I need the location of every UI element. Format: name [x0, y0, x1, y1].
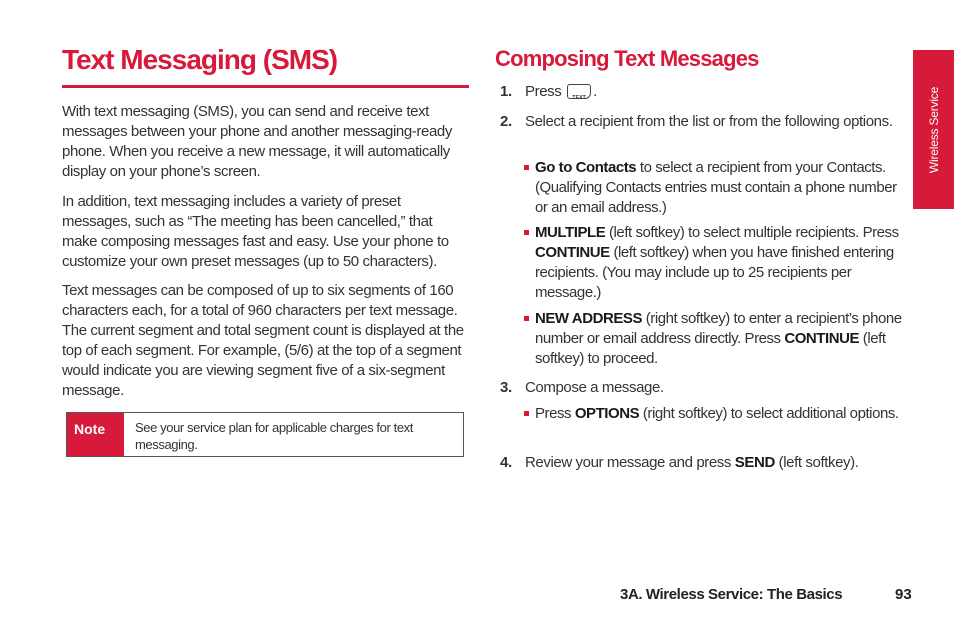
bullet-text: (right softkey) to select additional options.	[642, 405, 899, 422]
intro-paragraph: With text messaging (SMS), you can send and receive text messages between your phone and another messaging-ready phone. When you receive a new message, it will automatically display on your phone’s screen.	[62, 103, 452, 180]
step-3	[500, 378, 904, 398]
bullet-square-icon	[524, 230, 529, 235]
bullet-text: (right softkey) to enter a recipient’s phone number or email address directly. Press	[535, 310, 902, 347]
keyword: MULTIPLE	[535, 224, 606, 241]
bullet-multiple	[524, 223, 904, 303]
bullet-text: Press	[535, 405, 572, 422]
step-text: Review your message and press	[525, 454, 732, 471]
section-side-tab	[913, 50, 954, 209]
side-tab-label: Wireless Service	[926, 86, 941, 173]
bullet-square-icon	[524, 316, 529, 321]
step-text: Select a recipient from the list or from the following options.	[525, 113, 893, 130]
text-key-label: TEXT	[572, 95, 586, 101]
keyword: Go to Contacts	[535, 159, 637, 176]
step-text-end: (left softkey).	[778, 454, 859, 471]
preset-paragraph: In addition, text messaging includes a variety of preset messages, such as “The meeting has been cancelled,” that make composing messages fast and easy. Use your phone to customize your own preset messages (up to 50 characters).	[62, 193, 449, 270]
footer-section-title: 3A. Wireless Service: The Basics	[620, 586, 843, 603]
bullet-text: to select a recipient from your Contacts. (Qualifying Contacts entries must contain a phone number or an email address.)	[535, 159, 897, 216]
bullet-new-address	[524, 309, 904, 369]
text-key-icon	[567, 84, 591, 99]
step-number: 4.	[500, 454, 512, 471]
step-4	[500, 453, 904, 473]
page-number: 93	[895, 586, 912, 603]
keyword: OPTIONS	[574, 405, 640, 422]
segments-paragraph: Text messages can be composed of up to six segments of 160 characters each, for a total of 960 characters per text message. The current segment and total segment count is displayed at the top of each segment. For example, (5/6) at the top of a segment would indicate you are viewing segment five of a six-segment message.	[62, 282, 464, 399]
step-text: Compose a message.	[525, 379, 664, 396]
step-1	[500, 82, 904, 102]
title-rule	[62, 85, 469, 88]
bullet-text: (left softkey) to select multiple recipients. Press	[609, 224, 899, 241]
note-label: Note	[67, 413, 124, 456]
keyword: NEW ADDRESS	[535, 310, 643, 327]
bullet-square-icon	[524, 165, 529, 170]
step-2	[500, 112, 904, 132]
step-number: 1.	[500, 83, 512, 100]
note-box	[66, 412, 464, 457]
bullet-options	[524, 404, 904, 424]
page-title: Text Messaging (SMS)	[62, 44, 338, 75]
keyword: CONTINUE	[784, 330, 860, 347]
section-title: Composing Text Messages	[495, 46, 759, 71]
bullet-go-to-contacts	[524, 158, 904, 218]
step-number: 3.	[500, 379, 512, 396]
step-number: 2.	[500, 113, 512, 130]
note-text: See your service plan for applicable charges for text messaging.	[135, 420, 413, 452]
bullet-square-icon	[524, 411, 529, 416]
bullet-text: (left softkey) to proceed.	[535, 330, 886, 367]
keyword: CONTINUE	[535, 244, 610, 261]
keyword: SEND	[734, 454, 775, 471]
bullet-text: (left softkey) when you have finished entering recipients. (You may include up to 25 recipients per message.)	[535, 244, 894, 301]
step-text-end: .	[593, 83, 597, 100]
step-text: Press	[525, 83, 562, 100]
